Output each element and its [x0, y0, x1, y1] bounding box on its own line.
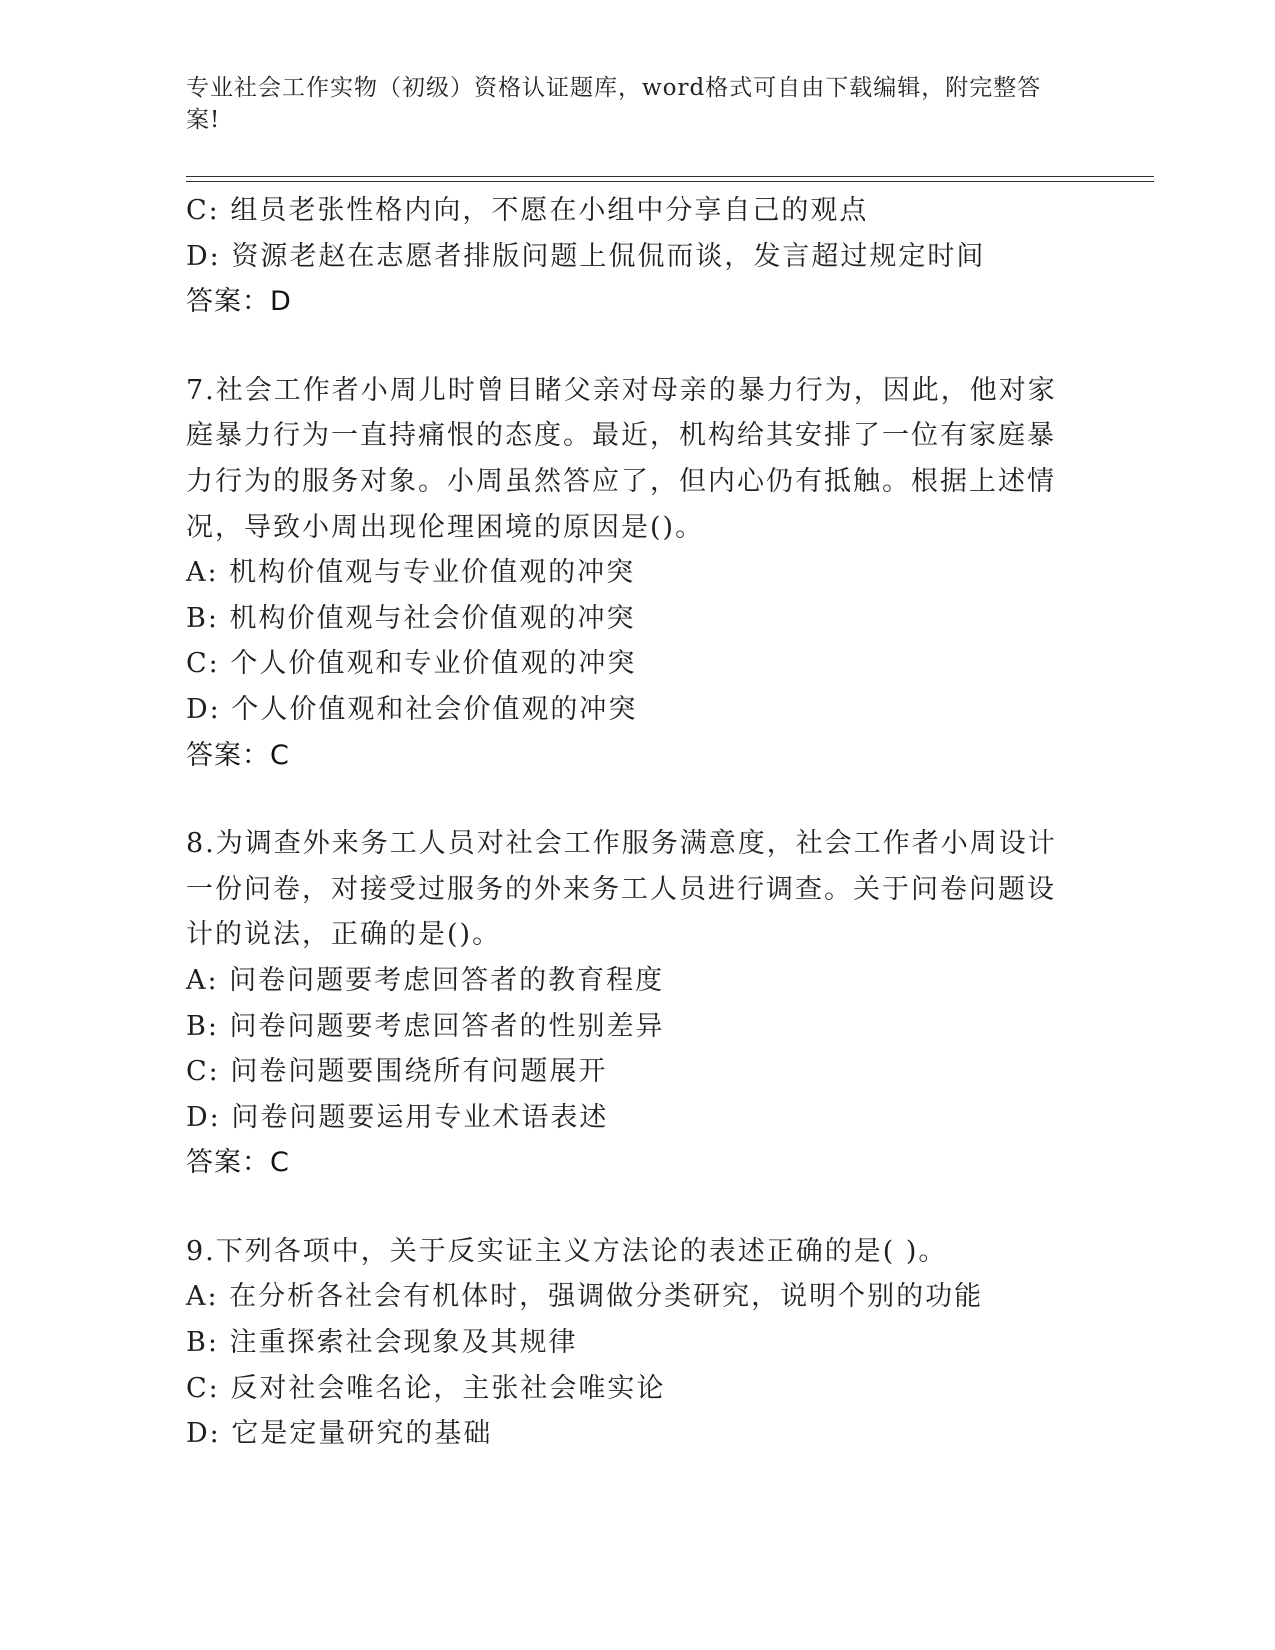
- question-8: [186, 821, 1066, 1186]
- option-b: B: 注重探索社会现象及其规律: [186, 1327, 578, 1359]
- option-b: B: 问卷问题要考虑回答者的性别差异: [186, 1010, 665, 1042]
- header-divider-top: [186, 176, 1154, 177]
- question-7: [186, 368, 1066, 778]
- option-d: D: 它是定量研究的基础: [186, 1418, 493, 1450]
- question-stem-line: 9.下列各项中，关于反实证主义方法论的表述正确的是( )。: [186, 1235, 948, 1267]
- option-d: D: 资源老赵在志愿者排版问题上侃侃而谈，发言超过规定时间: [186, 240, 986, 272]
- question-6-tail: [186, 188, 1066, 325]
- answer-line: 答案：C: [186, 1147, 290, 1179]
- question-stem-line: 8.为调查外来务工人员对社会工作服务满意度，社会工作者小周设计: [186, 828, 1057, 860]
- option-c: C: 反对社会唯名论，主张社会唯实论: [186, 1372, 666, 1404]
- option-a: A: 在分析各社会有机体时，强调做分类研究，说明个别的功能: [186, 1281, 984, 1313]
- header-line-1: 专业社会工作实物（初级）资格认证题库，word格式可自由下载编辑，附完整答: [186, 75, 1042, 101]
- answer-line: 答案：C: [186, 739, 290, 771]
- question-list: [186, 188, 1066, 1457]
- option-c: C: 个人价值观和专业价值观的冲突: [186, 648, 637, 680]
- option-d: D: 问卷问题要运用专业术语表述: [186, 1101, 609, 1133]
- option-a: A: 机构价值观与专业价值观的冲突: [186, 557, 636, 589]
- question-9: [186, 1229, 1066, 1457]
- question-stem-line: 庭暴力行为一直持痛恨的态度。最近，机构给其安排了一位有家庭暴: [186, 420, 1056, 452]
- document-header: [186, 72, 1056, 136]
- question-stem-line: 7.社会工作者小周儿时曾目睹父亲对母亲的暴力行为，因此，他对家: [186, 374, 1057, 406]
- question-stem-line: 计的说法，正确的是()。: [186, 919, 502, 951]
- question-stem-line: 况，导致小周出现伦理困境的原因是()。: [186, 511, 705, 543]
- question-stem-line: 力行为的服务对象。小周虽然答应了，但内心仍有抵触。根据上述情: [186, 465, 1056, 497]
- option-d: D: 个人价值观和社会价值观的冲突: [186, 693, 638, 725]
- answer-line: 答案：D: [186, 286, 292, 318]
- header-line-2: 案!: [186, 107, 221, 133]
- option-c: C: 问卷问题要围绕所有问题展开: [186, 1056, 608, 1088]
- header-divider-bottom: [186, 181, 1154, 182]
- option-a: A: 问卷问题要考虑回答者的教育程度: [186, 964, 665, 996]
- option-c: C: 组员老张性格内向，不愿在小组中分享自己的观点: [186, 195, 869, 226]
- question-stem-line: 一份问卷，对接受过服务的外来务工人员进行调查。关于问卷问题设: [186, 873, 1056, 905]
- option-b: B: 机构价值观与社会价值观的冲突: [186, 602, 636, 634]
